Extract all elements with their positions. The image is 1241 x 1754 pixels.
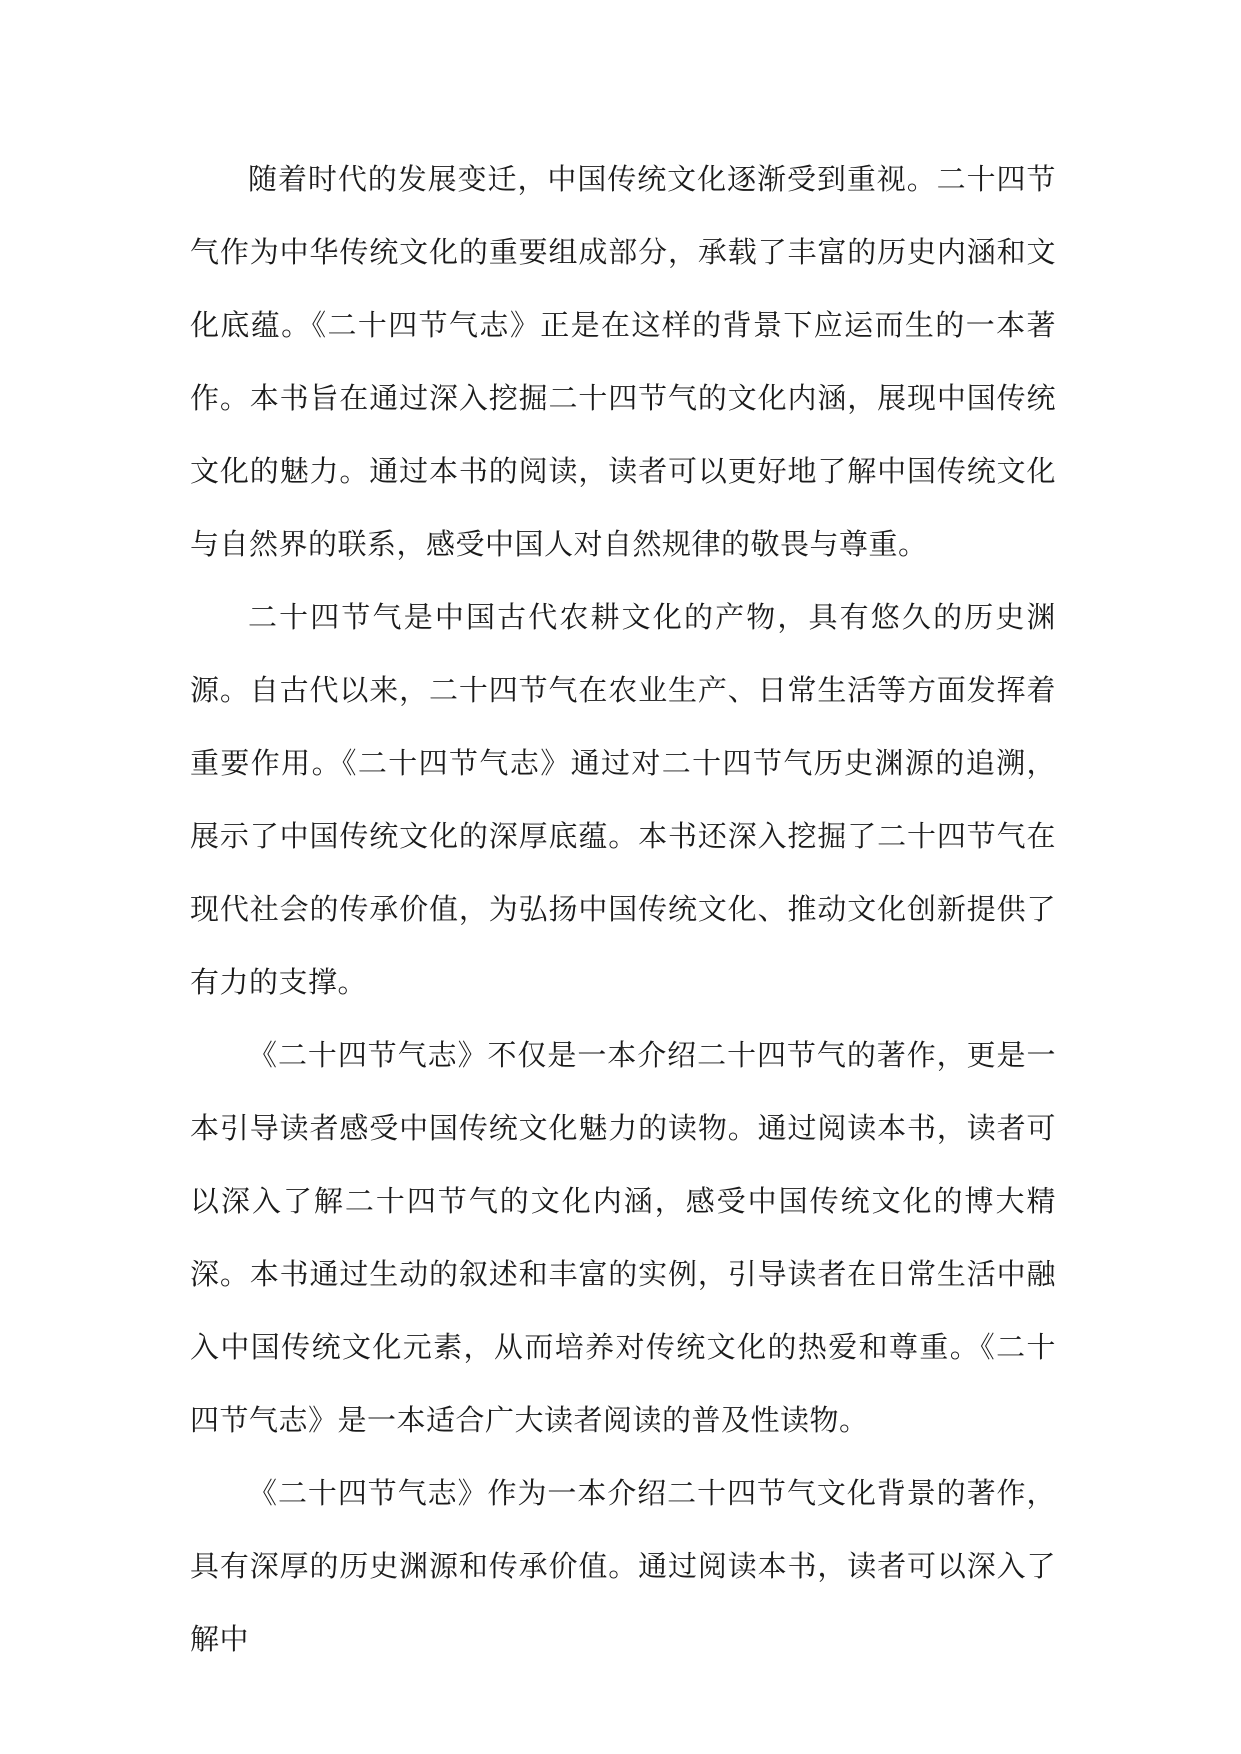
paragraph-3: 《二十四节气志》不仅是一本介绍二十四节气的著作，更是一本引导读者感受中国传统文化魅力的读物。通过阅读本书，读者可以深入了解二十四节气的文化内涵，感受中国传统文化的博大精深。本书通过生动的叙述和丰富的实例，引导读者在日常生活中融入中国传统文化元素，从而培养对传统文化的热爱和尊重。《二十四节气志》是一本适合广大读者阅读的普及性读物。 <box>190 1038 1056 1437</box>
paragraph-1: 随着时代的发展变迁，中国传统文化逐渐受到重视。二十四节气作为中华传统文化的重要组成部分，承载了丰富的历史内涵和文化底蕴。《二十四节气志》正是在这样的背景下应运而生的一本著作。本书旨在通过深入挖掘二十四节气的文化内涵，展现中国传统文化的魅力。通过本书的阅读，读者可以更好地了解中国传统文化与自然界的联系，感受中国人对自然规律的敬畏与尊重。 <box>190 162 1056 561</box>
paragraph-2: 二十四节气是中国古代农耕文化的产物，具有悠久的历史渊源。自古代以来，二十四节气在农业生产、日常生活等方面发挥着重要作用。《二十四节气志》通过对二十四节气历史渊源的追溯，展示了中国传统文化的深厚底蕴。本书还深入挖掘了二十四节气在现代社会的传承价值，为弘扬中国传统文化、推动文化创新提供了有力的支撑。 <box>190 600 1056 999</box>
body-text <box>190 143 1056 1676</box>
paragraph-4: 《二十四节气志》作为一本介绍二十四节气文化背景的著作，具有深厚的历史渊源和传承价值。通过阅读本书，读者可以深入了解中 <box>190 1476 1056 1656</box>
